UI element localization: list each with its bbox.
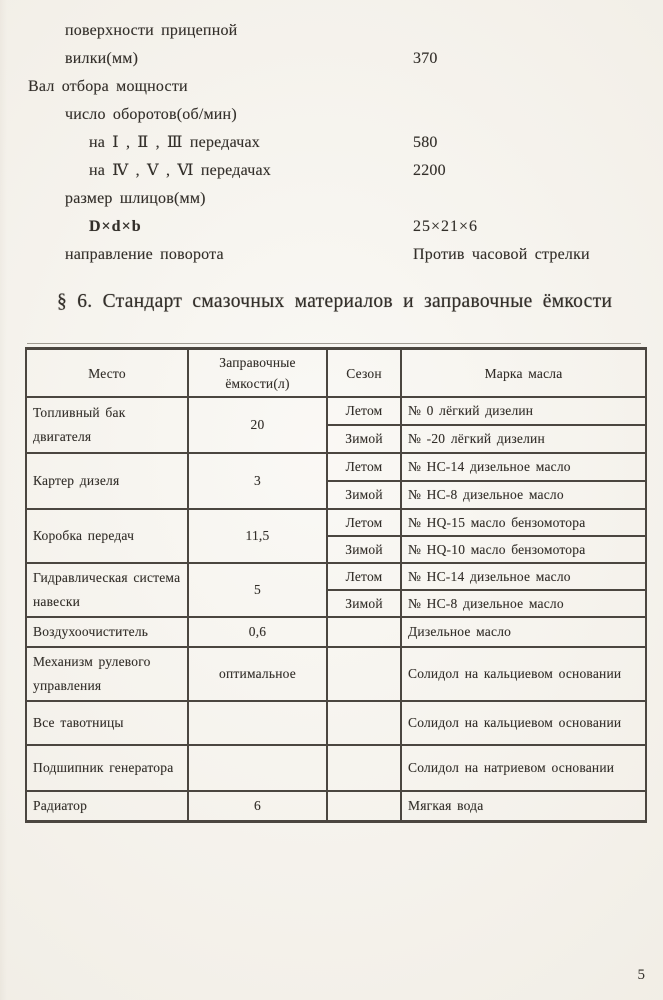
header-place: Место <box>26 349 188 398</box>
cell-oil: Солидол на натриевом основании <box>401 745 646 791</box>
spec-line <box>0 157 663 185</box>
cell-place: Топливный бак двигателя <box>26 397 188 453</box>
cell-place: Коробка передач <box>26 509 188 563</box>
cell-season <box>327 791 401 822</box>
cell-season: Зимой <box>327 536 401 563</box>
cell-place: Механизм рулевого управления <box>26 647 188 701</box>
table-header-row <box>26 349 646 398</box>
cell-oil: № НС-14 дизельное масло <box>401 563 646 590</box>
cell-capacity <box>188 745 327 791</box>
spec-value: 2200 <box>413 162 446 179</box>
cell-season: Зимой <box>327 590 401 617</box>
cell-oil: Дизельное масло <box>401 617 646 647</box>
table-row <box>26 647 646 701</box>
spec-label: направление поворота <box>65 246 224 263</box>
header-capacity-line2: ёмкости(л) <box>225 376 290 391</box>
cell-season: Зимой <box>327 425 401 453</box>
spec-line <box>0 73 663 101</box>
cell-place: Воздухоочиститель <box>26 617 188 647</box>
spec-line <box>0 185 663 213</box>
spec-line <box>0 213 663 241</box>
cell-oil: Солидол на кальциевом основании <box>401 647 646 701</box>
cell-oil: № -20 лёгкий дизелин <box>401 425 646 453</box>
cell-oil: № НС-8 дизельное масло <box>401 590 646 617</box>
cell-season: Зимой <box>327 481 401 509</box>
spec-line <box>0 129 663 157</box>
header-capacity <box>188 349 327 398</box>
cell-capacity: 20 <box>188 397 327 453</box>
spec-label: на Ⅳ , Ⅴ , Ⅵ передачах <box>89 162 272 179</box>
spec-label: размер шлицов(мм) <box>65 190 206 207</box>
spec-label: D×d×b <box>89 218 142 235</box>
cell-season <box>327 617 401 647</box>
cell-season <box>327 701 401 745</box>
cell-season: Летом <box>327 563 401 590</box>
spec-label: вилки(мм) <box>65 50 139 67</box>
cell-place: Гидравлическая система навески <box>26 563 188 617</box>
spec-label: поверхности прицепной <box>65 22 238 39</box>
cell-capacity: 11,5 <box>188 509 327 563</box>
cell-oil: Солидол на кальциевом основании <box>401 701 646 745</box>
spec-value: Против часовой стрелки <box>413 246 590 263</box>
specifications-section <box>0 17 663 269</box>
table-row <box>26 745 646 791</box>
cell-oil: № HQ-10 масло бензомотора <box>401 536 646 563</box>
cell-capacity: 0,6 <box>188 617 327 647</box>
spec-line <box>0 101 663 129</box>
header-capacity-line1: Заправочные <box>219 355 296 370</box>
cell-place: Картер дизеля <box>26 453 188 509</box>
table-row <box>26 397 646 425</box>
cell-season <box>327 745 401 791</box>
cell-capacity: 3 <box>188 453 327 509</box>
cell-oil: № НС-8 дизельное масло <box>401 481 646 509</box>
section-title: § 6. Стандарт смазочных материалов и заправочные ёмкости <box>57 291 613 312</box>
spec-line <box>0 241 663 269</box>
cell-oil: № HQ-15 масло бензомотора <box>401 509 646 536</box>
cell-oil: № НС-14 дизельное масло <box>401 453 646 481</box>
spec-line <box>0 45 663 73</box>
cell-capacity: оптимальное <box>188 647 327 701</box>
spec-value: 370 <box>413 50 438 67</box>
spec-label: число оборотов(об/мин) <box>65 106 237 123</box>
cell-capacity: 5 <box>188 563 327 617</box>
table-row <box>26 453 646 481</box>
cell-oil: № 0 лёгкий дизелин <box>401 397 646 425</box>
cell-capacity: 6 <box>188 791 327 822</box>
cell-season: Летом <box>327 453 401 481</box>
cell-season: Летом <box>327 397 401 425</box>
table-row <box>26 509 646 536</box>
page-number: 5 <box>637 967 645 983</box>
header-season: Сезон <box>327 349 401 398</box>
cell-place: Все тавотницы <box>26 701 188 745</box>
header-oil: Марка масла <box>401 349 646 398</box>
table-row <box>26 791 646 822</box>
spec-value: 25×21×6 <box>413 218 479 235</box>
cell-capacity <box>188 701 327 745</box>
table-row <box>26 617 646 647</box>
spec-label: Вал отбора мощности <box>28 78 188 95</box>
cell-season: Летом <box>327 509 401 536</box>
table-top-scan-line <box>27 343 641 344</box>
table-row <box>26 701 646 745</box>
cell-oil: Мягкая вода <box>401 791 646 822</box>
cell-place: Радиатор <box>26 791 188 822</box>
cell-season <box>327 647 401 701</box>
lubricants-table <box>25 347 647 823</box>
table-row <box>26 563 646 590</box>
cell-place: Подшипник генератора <box>26 745 188 791</box>
spec-line <box>0 17 663 45</box>
spec-value: 580 <box>413 134 438 151</box>
spec-label: на Ⅰ , Ⅱ , Ⅲ передачах <box>89 134 260 151</box>
